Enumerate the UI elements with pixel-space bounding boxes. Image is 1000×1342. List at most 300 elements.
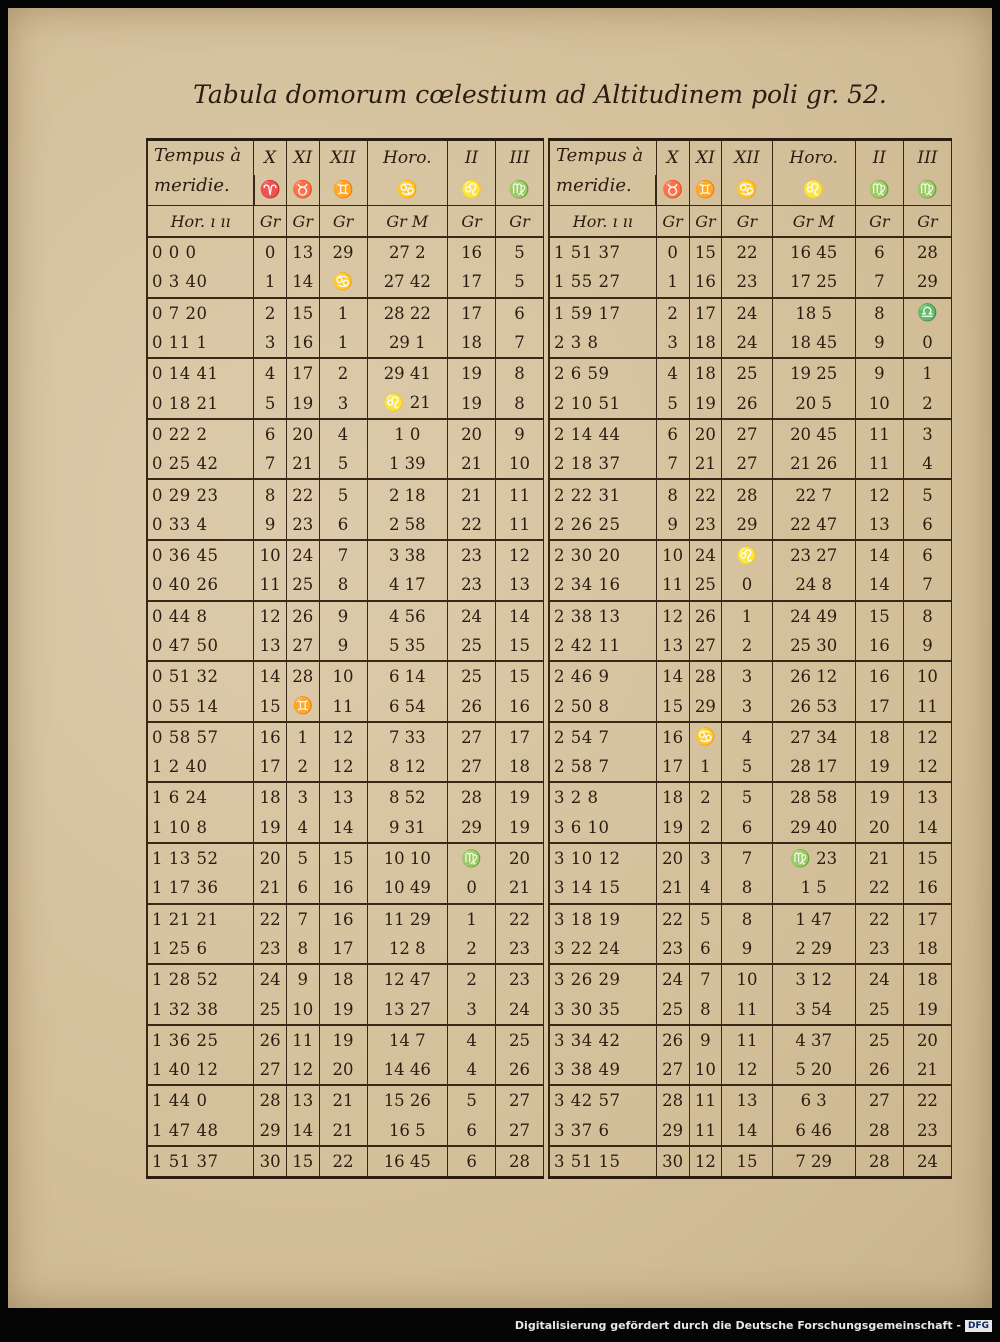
degree-cell: 28 — [656, 1085, 689, 1115]
time-cell: 3 51 15 — [549, 1146, 656, 1178]
degree-cell: 18 — [319, 964, 367, 994]
time-cell: 0 14 41 — [147, 358, 254, 388]
degree-cell: 6 — [286, 873, 319, 903]
table-row — [147, 631, 544, 661]
degree-cell: 2 29 — [772, 934, 855, 964]
degree-cell: 6 — [448, 1116, 496, 1146]
degree-cell: 4 — [448, 1025, 496, 1055]
degree-cell: 19 — [448, 358, 496, 388]
degree-cell: ♊ — [286, 691, 319, 721]
time-cell: 2 14 44 — [549, 419, 656, 449]
degree-cell: 10 — [855, 388, 903, 418]
degree-cell: 16 — [689, 267, 722, 297]
degree-cell: 15 — [286, 1146, 319, 1178]
degree-cell: 16 45 — [367, 1146, 448, 1178]
time-cell: 3 34 42 — [549, 1025, 656, 1055]
table-row — [549, 1055, 952, 1085]
degree-cell: 26 53 — [772, 691, 855, 721]
degree-cell: 21 — [656, 873, 689, 903]
degree-cell: 17 25 — [772, 267, 855, 297]
degree-cell: 11 29 — [367, 904, 448, 934]
degree-cell: 25 — [722, 358, 772, 388]
degree-cell: 26 — [722, 388, 772, 418]
degree-cell: 21 — [496, 873, 544, 903]
sign-header: ♉ — [286, 175, 319, 206]
degree-cell: 13 — [286, 237, 319, 267]
degree-cell: 19 25 — [772, 358, 855, 388]
degree-cell: 20 — [656, 843, 689, 873]
degree-cell: ♍ — [448, 843, 496, 873]
degree-cell: 23 — [496, 964, 544, 994]
table-row — [549, 994, 952, 1024]
time-cell: 2 58 7 — [549, 752, 656, 782]
degree-cell: 15 — [656, 691, 689, 721]
time-cell: 2 42 11 — [549, 631, 656, 661]
unit-header: Gr — [903, 206, 951, 238]
degree-cell: 17 — [689, 298, 722, 328]
degree-cell: 5 — [722, 782, 772, 812]
degree-cell: 19 — [656, 813, 689, 843]
degree-cell: 14 — [319, 813, 367, 843]
time-cell: 0 29 23 — [147, 479, 254, 509]
degree-cell: 21 — [448, 479, 496, 509]
time-cell: 3 2 8 — [549, 782, 656, 812]
degree-cell: 20 — [254, 843, 287, 873]
house-header: XI — [689, 140, 722, 176]
degree-cell: 9 — [319, 601, 367, 631]
degree-cell: 9 — [855, 358, 903, 388]
degree-cell: 29 — [689, 691, 722, 721]
degree-cell: 12 47 — [367, 964, 448, 994]
degree-cell: 26 — [656, 1025, 689, 1055]
degree-cell: 20 — [448, 419, 496, 449]
degree-cell: 12 — [254, 601, 287, 631]
degree-cell: 4 — [656, 358, 689, 388]
sign-header: ♍ — [496, 175, 544, 206]
degree-cell: 14 46 — [367, 1055, 448, 1085]
time-cell: 3 10 12 — [549, 843, 656, 873]
sign-header: ♌ — [448, 175, 496, 206]
degree-cell: 16 — [448, 237, 496, 267]
degree-cell: 16 — [496, 691, 544, 721]
degree-cell: 30 — [254, 1146, 287, 1178]
degree-cell: 1 39 — [367, 449, 448, 479]
degree-cell: 16 — [254, 722, 287, 752]
degree-cell: 11 — [496, 479, 544, 509]
degree-cell: 14 — [656, 661, 689, 691]
degree-cell: 14 — [855, 570, 903, 600]
degree-cell: 11 — [903, 691, 951, 721]
degree-cell: 5 — [254, 388, 287, 418]
degree-cell: 27 — [254, 1055, 287, 1085]
time-cell: 0 47 50 — [147, 631, 254, 661]
degree-cell: 19 — [254, 813, 287, 843]
degree-cell: 20 — [689, 419, 722, 449]
table-row — [147, 722, 544, 752]
degree-cell: 20 — [855, 813, 903, 843]
page-title: Tabula domorum cœlestium ad Altitudinem poli gr. 52. — [193, 80, 887, 109]
time-cell: 1 28 52 — [147, 964, 254, 994]
sign-header: ♌ — [772, 175, 855, 206]
time-cell: 3 22 24 — [549, 934, 656, 964]
degree-cell: 10 — [254, 540, 287, 570]
degree-cell: 22 7 — [772, 479, 855, 509]
time-cell: 3 37 6 — [549, 1116, 656, 1146]
time-cell: 2 26 25 — [549, 510, 656, 540]
table-row — [147, 934, 544, 964]
time-cell: 1 40 12 — [147, 1055, 254, 1085]
degree-cell: 17 — [286, 358, 319, 388]
house-header: XI — [286, 140, 319, 176]
degree-cell: ♌ — [722, 540, 772, 570]
degree-cell: 28 — [855, 1116, 903, 1146]
degree-cell: 13 — [254, 631, 287, 661]
degree-cell: 11 — [855, 419, 903, 449]
degree-cell: ♋ — [319, 267, 367, 297]
degree-cell: 20 — [496, 843, 544, 873]
table-row — [549, 873, 952, 903]
unit-header: Gr — [254, 206, 287, 238]
degree-cell: 26 — [448, 691, 496, 721]
degree-cell: 2 — [722, 631, 772, 661]
degree-cell: 22 — [855, 904, 903, 934]
degree-cell: 18 — [254, 782, 287, 812]
degree-cell: 1 — [656, 267, 689, 297]
degree-cell: 1 47 — [772, 904, 855, 934]
degree-cell: 5 — [286, 843, 319, 873]
degree-cell: 5 — [448, 1085, 496, 1115]
degree-cell: 26 — [855, 1055, 903, 1085]
right-table-body — [549, 237, 952, 1178]
degree-cell: 28 17 — [772, 752, 855, 782]
table-row — [549, 298, 952, 328]
degree-cell: 11 — [496, 510, 544, 540]
degree-cell: 20 5 — [772, 388, 855, 418]
table-row — [549, 267, 952, 297]
table-row — [147, 782, 544, 812]
time-cell: 0 55 14 — [147, 691, 254, 721]
degree-cell: 7 — [855, 267, 903, 297]
degree-cell: 23 — [722, 267, 772, 297]
degree-cell: 8 — [722, 904, 772, 934]
degree-cell: 17 — [903, 904, 951, 934]
time-cell: 1 55 27 — [549, 267, 656, 297]
time-cell: 2 50 8 — [549, 691, 656, 721]
degree-cell: ♍ 23 — [772, 843, 855, 873]
degree-cell: 23 — [656, 934, 689, 964]
unit-header: Gr — [722, 206, 772, 238]
degree-cell: 15 — [286, 298, 319, 328]
degree-cell: 9 31 — [367, 813, 448, 843]
degree-cell: 29 — [254, 1116, 287, 1146]
table-row — [549, 631, 952, 661]
degree-cell: 11 — [319, 691, 367, 721]
table-row — [549, 782, 952, 812]
degree-cell: 16 5 — [367, 1116, 448, 1146]
time-cell: 3 18 19 — [549, 904, 656, 934]
table-row — [147, 661, 544, 691]
degree-cell: 3 — [722, 661, 772, 691]
degree-cell: 9 — [496, 419, 544, 449]
degree-cell: 27 — [448, 722, 496, 752]
sign-header: ♋ — [722, 175, 772, 206]
house-header: XII — [319, 140, 367, 176]
degree-cell: 16 45 — [772, 237, 855, 267]
time-cell: 3 42 57 — [549, 1085, 656, 1115]
right-table-half — [548, 138, 952, 1188]
degree-cell: 5 — [689, 904, 722, 934]
degree-cell: 11 — [689, 1085, 722, 1115]
left-table-body — [147, 237, 544, 1178]
unit-header: Gr M — [367, 206, 448, 238]
time-cell: 1 13 52 — [147, 843, 254, 873]
table-row — [147, 570, 544, 600]
time-cell: 0 51 32 — [147, 661, 254, 691]
table-row — [549, 813, 952, 843]
degree-cell: 6 46 — [772, 1116, 855, 1146]
table-row — [549, 1146, 952, 1178]
degree-cell: ♋ — [689, 722, 722, 752]
degree-cell: 2 58 — [367, 510, 448, 540]
table-row — [549, 328, 952, 358]
degree-cell: 29 — [903, 267, 951, 297]
degree-cell: 1 — [722, 601, 772, 631]
degree-cell: 3 — [319, 388, 367, 418]
table-row — [147, 1055, 544, 1085]
degree-cell: 27 — [496, 1116, 544, 1146]
time-cell: 3 26 29 — [549, 964, 656, 994]
degree-cell: 25 — [689, 570, 722, 600]
degree-cell: 13 — [319, 782, 367, 812]
time-cell: 1 51 37 — [147, 1146, 254, 1178]
table-row — [549, 904, 952, 934]
degree-cell: 5 — [496, 267, 544, 297]
table-row — [147, 1116, 544, 1146]
degree-cell: 19 — [286, 388, 319, 418]
degree-cell: 23 27 — [772, 540, 855, 570]
degree-cell: 5 — [656, 388, 689, 418]
degree-cell: 14 — [496, 601, 544, 631]
time-cell: 1 10 8 — [147, 813, 254, 843]
degree-cell: 27 — [722, 449, 772, 479]
degree-cell: 27 — [496, 1085, 544, 1115]
degree-cell: 4 — [286, 813, 319, 843]
degree-cell: 13 — [722, 1085, 772, 1115]
degree-cell: 15 — [903, 843, 951, 873]
table-row — [147, 479, 544, 509]
degree-cell: 10 — [689, 1055, 722, 1085]
degree-cell: 6 — [903, 540, 951, 570]
degree-cell: 20 — [286, 419, 319, 449]
degree-cell: 24 — [855, 964, 903, 994]
degree-cell: 13 — [656, 631, 689, 661]
degree-cell: 18 — [656, 782, 689, 812]
degree-cell: 23 — [254, 934, 287, 964]
degree-cell: 0 — [722, 570, 772, 600]
degree-cell: 13 — [855, 510, 903, 540]
time-cell: 0 40 26 — [147, 570, 254, 600]
degree-cell: 22 — [496, 904, 544, 934]
table-row — [147, 1085, 544, 1115]
degree-cell: 17 — [254, 752, 287, 782]
degree-cell: 27 — [656, 1055, 689, 1085]
degree-cell: 18 — [496, 752, 544, 782]
degree-cell: 28 — [286, 661, 319, 691]
table-row — [549, 964, 952, 994]
degree-cell: 16 — [286, 328, 319, 358]
degree-cell: 6 — [448, 1146, 496, 1178]
degree-cell: 18 45 — [772, 328, 855, 358]
house-table-right — [548, 138, 952, 1179]
degree-cell: 9 — [722, 934, 772, 964]
time-cell: 1 6 24 — [147, 782, 254, 812]
degree-cell: 7 — [903, 570, 951, 600]
degree-cell: 17 — [448, 298, 496, 328]
degree-cell: 27 42 — [367, 267, 448, 297]
degree-cell: 10 10 — [367, 843, 448, 873]
house-header: Horo. — [772, 140, 855, 176]
degree-cell: 7 — [656, 449, 689, 479]
degree-cell: 9 — [689, 1025, 722, 1055]
degree-cell: 28 22 — [367, 298, 448, 328]
degree-cell: 4 — [903, 449, 951, 479]
table-row — [147, 388, 544, 418]
unit-header: Gr — [855, 206, 903, 238]
degree-cell: 8 — [286, 934, 319, 964]
degree-cell: 7 — [286, 904, 319, 934]
degree-cell: 19 — [903, 994, 951, 1024]
degree-cell: 8 — [689, 994, 722, 1024]
degree-cell: 14 7 — [367, 1025, 448, 1055]
degree-cell: 16 — [855, 661, 903, 691]
time-cell: 1 2 40 — [147, 752, 254, 782]
unit-header: Gr M — [772, 206, 855, 238]
degree-cell: 27 2 — [367, 237, 448, 267]
degree-cell: 6 54 — [367, 691, 448, 721]
degree-cell: 15 — [496, 631, 544, 661]
table-row — [147, 813, 544, 843]
sign-header: ♍ — [903, 175, 951, 206]
degree-cell: 1 — [903, 358, 951, 388]
degree-cell: 10 — [903, 661, 951, 691]
time-cell: 0 22 2 — [147, 419, 254, 449]
time-cell: 2 30 20 — [549, 540, 656, 570]
degree-cell: 9 — [286, 964, 319, 994]
table-row — [549, 479, 952, 509]
degree-cell: 14 — [286, 1116, 319, 1146]
unit-header: Hor. ı ıı — [549, 206, 656, 238]
degree-cell: 25 30 — [772, 631, 855, 661]
degree-cell: 18 — [903, 934, 951, 964]
degree-cell: 11 — [656, 570, 689, 600]
time-cell: 2 22 31 — [549, 479, 656, 509]
degree-cell: 27 — [722, 419, 772, 449]
degree-cell: 25 — [448, 631, 496, 661]
table-row — [549, 1116, 952, 1146]
time-cell: 2 54 7 — [549, 722, 656, 752]
degree-cell: 21 — [903, 1055, 951, 1085]
degree-cell: 13 27 — [367, 994, 448, 1024]
degree-cell: 16 — [319, 873, 367, 903]
degree-cell: 2 18 — [367, 479, 448, 509]
degree-cell: 10 — [656, 540, 689, 570]
degree-cell: 24 — [448, 601, 496, 631]
degree-cell: 22 — [656, 904, 689, 934]
degree-cell: 21 — [689, 449, 722, 479]
degree-cell: 28 58 — [772, 782, 855, 812]
degree-cell: 28 — [722, 479, 772, 509]
degree-cell: 22 — [254, 904, 287, 934]
degree-cell: 20 — [903, 1025, 951, 1055]
degree-cell: 20 45 — [772, 419, 855, 449]
table-row — [147, 1025, 544, 1055]
degree-cell: 20 — [319, 1055, 367, 1085]
degree-cell: 7 33 — [367, 722, 448, 752]
table-row — [147, 964, 544, 994]
degree-cell: 17 — [319, 934, 367, 964]
table-row — [549, 570, 952, 600]
degree-cell: 3 — [254, 328, 287, 358]
degree-cell: 3 — [448, 994, 496, 1024]
degree-cell: 7 — [319, 540, 367, 570]
time-cell: 3 38 49 — [549, 1055, 656, 1085]
degree-cell: 6 — [689, 934, 722, 964]
degree-cell: 6 — [903, 510, 951, 540]
house-header: II — [448, 140, 496, 176]
degree-cell: 8 52 — [367, 782, 448, 812]
degree-cell: 19 — [496, 813, 544, 843]
degree-cell: 19 — [319, 994, 367, 1024]
time-cell: 1 17 36 — [147, 873, 254, 903]
degree-cell: 9 — [319, 631, 367, 661]
degree-cell: 19 — [689, 388, 722, 418]
degree-cell: 11 — [689, 1116, 722, 1146]
degree-cell: 3 — [689, 843, 722, 873]
degree-cell: 8 — [722, 873, 772, 903]
degree-cell: 24 — [722, 298, 772, 328]
degree-cell: 24 — [722, 328, 772, 358]
unit-header: Gr — [689, 206, 722, 238]
degree-cell: 4 — [254, 358, 287, 388]
degree-cell: 14 — [722, 1116, 772, 1146]
table-row — [147, 298, 544, 328]
unit-header: Gr — [448, 206, 496, 238]
degree-cell: 1 0 — [367, 419, 448, 449]
footer-credit — [515, 1319, 992, 1332]
degree-cell: 2 — [689, 813, 722, 843]
house-header: Horo. — [367, 140, 448, 176]
house-header: III — [496, 140, 544, 176]
degree-cell: 16 — [855, 631, 903, 661]
degree-cell: 6 — [319, 510, 367, 540]
degree-cell: 26 — [496, 1055, 544, 1085]
house-tables — [146, 138, 952, 1188]
degree-cell: 22 — [319, 1146, 367, 1178]
degree-cell: 9 — [656, 510, 689, 540]
degree-cell: 6 — [656, 419, 689, 449]
degree-cell: 13 — [903, 782, 951, 812]
time-cell: 2 46 9 — [549, 661, 656, 691]
time-cell: 0 0 0 — [147, 237, 254, 267]
time-cell: 1 44 0 — [147, 1085, 254, 1115]
unit-header: Gr — [496, 206, 544, 238]
table-row — [147, 843, 544, 873]
degree-cell: 10 49 — [367, 873, 448, 903]
degree-cell: 26 — [286, 601, 319, 631]
degree-cell: 29 40 — [772, 813, 855, 843]
table-row — [549, 1085, 952, 1115]
degree-cell: 29 1 — [367, 328, 448, 358]
